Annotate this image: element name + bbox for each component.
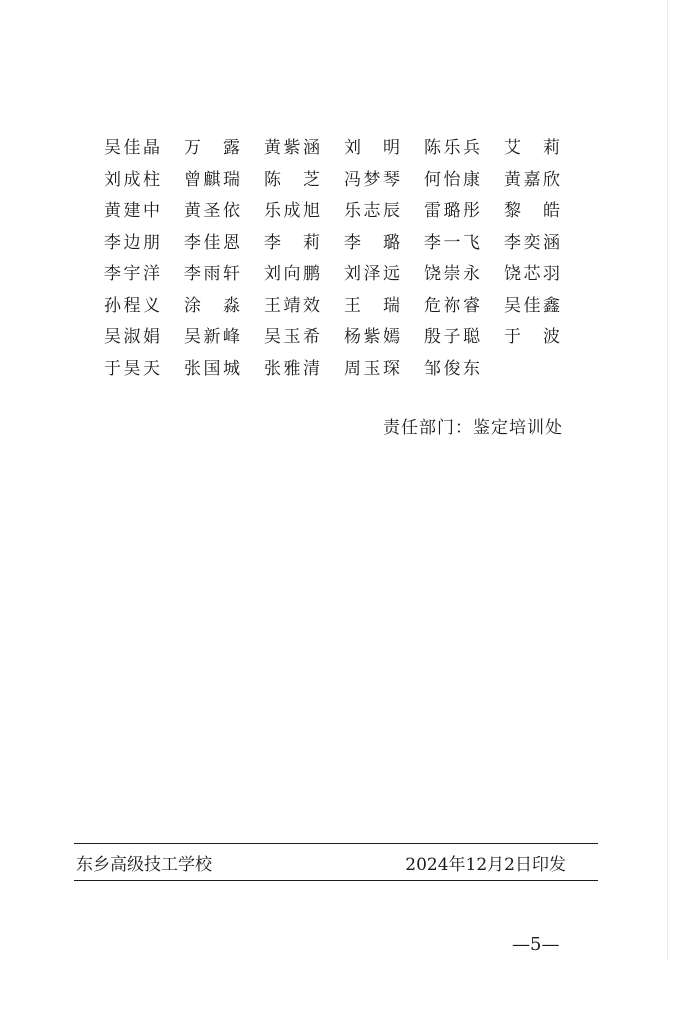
name-entry: 李一飞 [424,232,481,253]
name-entry: 黄圣依 [184,201,241,222]
name-entry: 邹俊东 [424,358,481,379]
name-entry: 黎 皓 [504,201,561,222]
name-entry: 王靖效 [264,295,321,316]
name-entry: 黄紫涵 [264,138,321,159]
name-entry: 周玉琛 [344,358,401,379]
name-entry: 张国城 [184,358,241,379]
name-entry: 于昊天 [104,358,161,379]
name-entry: 乐成旭 [264,201,321,222]
name-entry: 黄嘉欣 [504,169,561,190]
name-entry: 曾麒瑞 [184,169,241,190]
name-entry: 吴新峰 [184,327,241,348]
name-entry: 陈 芝 [264,169,321,190]
name-entry: 吴佳晶 [104,138,161,159]
name-entry: 雷璐彤 [424,201,481,222]
name-entry: 李奕涵 [504,232,561,253]
name-entry: 乐志辰 [344,201,401,222]
page-number: —5— [512,934,560,955]
issue-date: 2024年12月2日印发 [405,855,566,875]
name-entry: 饶崇永 [424,264,481,285]
name-entry: 李边朋 [104,232,161,253]
name-entry: 张雅清 [264,358,321,379]
name-entry: 王 瑞 [344,295,401,316]
name-entry: 吴佳鑫 [504,295,561,316]
name-entry: 涂 淼 [184,295,241,316]
name-entry: 刘 明 [344,138,401,159]
issuer-name: 东乡高级技工学校 [76,855,212,875]
name-entry: 刘成柱 [104,169,161,190]
name-entry: 黄建中 [104,201,161,222]
name-entry: 万 露 [184,138,241,159]
name-entry: 殷子聪 [424,327,481,348]
footer-bottom-rule [74,880,598,881]
name-entry: 李 莉 [264,232,321,253]
name-entry: 危祢睿 [424,295,481,316]
footer-top-rule [74,843,598,844]
name-entry: 何怡康 [424,169,481,190]
name-entry: 李宇洋 [104,264,161,285]
name-entry: 陈乐兵 [424,138,481,159]
name-entry: 孙程义 [104,295,161,316]
name-entry: 李雨轩 [184,264,241,285]
name-entry: 饶芯羽 [504,264,561,285]
name-entry: 李 璐 [344,232,401,253]
names-grid [104,133,584,385]
name-entry: 李佳恩 [184,232,241,253]
responsible-department: 责任部门：鉴定培训处 [383,418,563,438]
name-entry: 于 波 [504,327,561,348]
name-entry: 刘向鹏 [264,264,321,285]
name-entry: 冯梦琴 [344,169,401,190]
name-entry: 吴淑娟 [104,327,161,348]
page-edge [667,0,668,960]
name-entry: 杨紫嫣 [344,327,401,348]
name-entry: 艾 莉 [504,138,561,159]
name-entry: 吴玉希 [264,327,321,348]
name-entry: 刘泽远 [344,264,401,285]
